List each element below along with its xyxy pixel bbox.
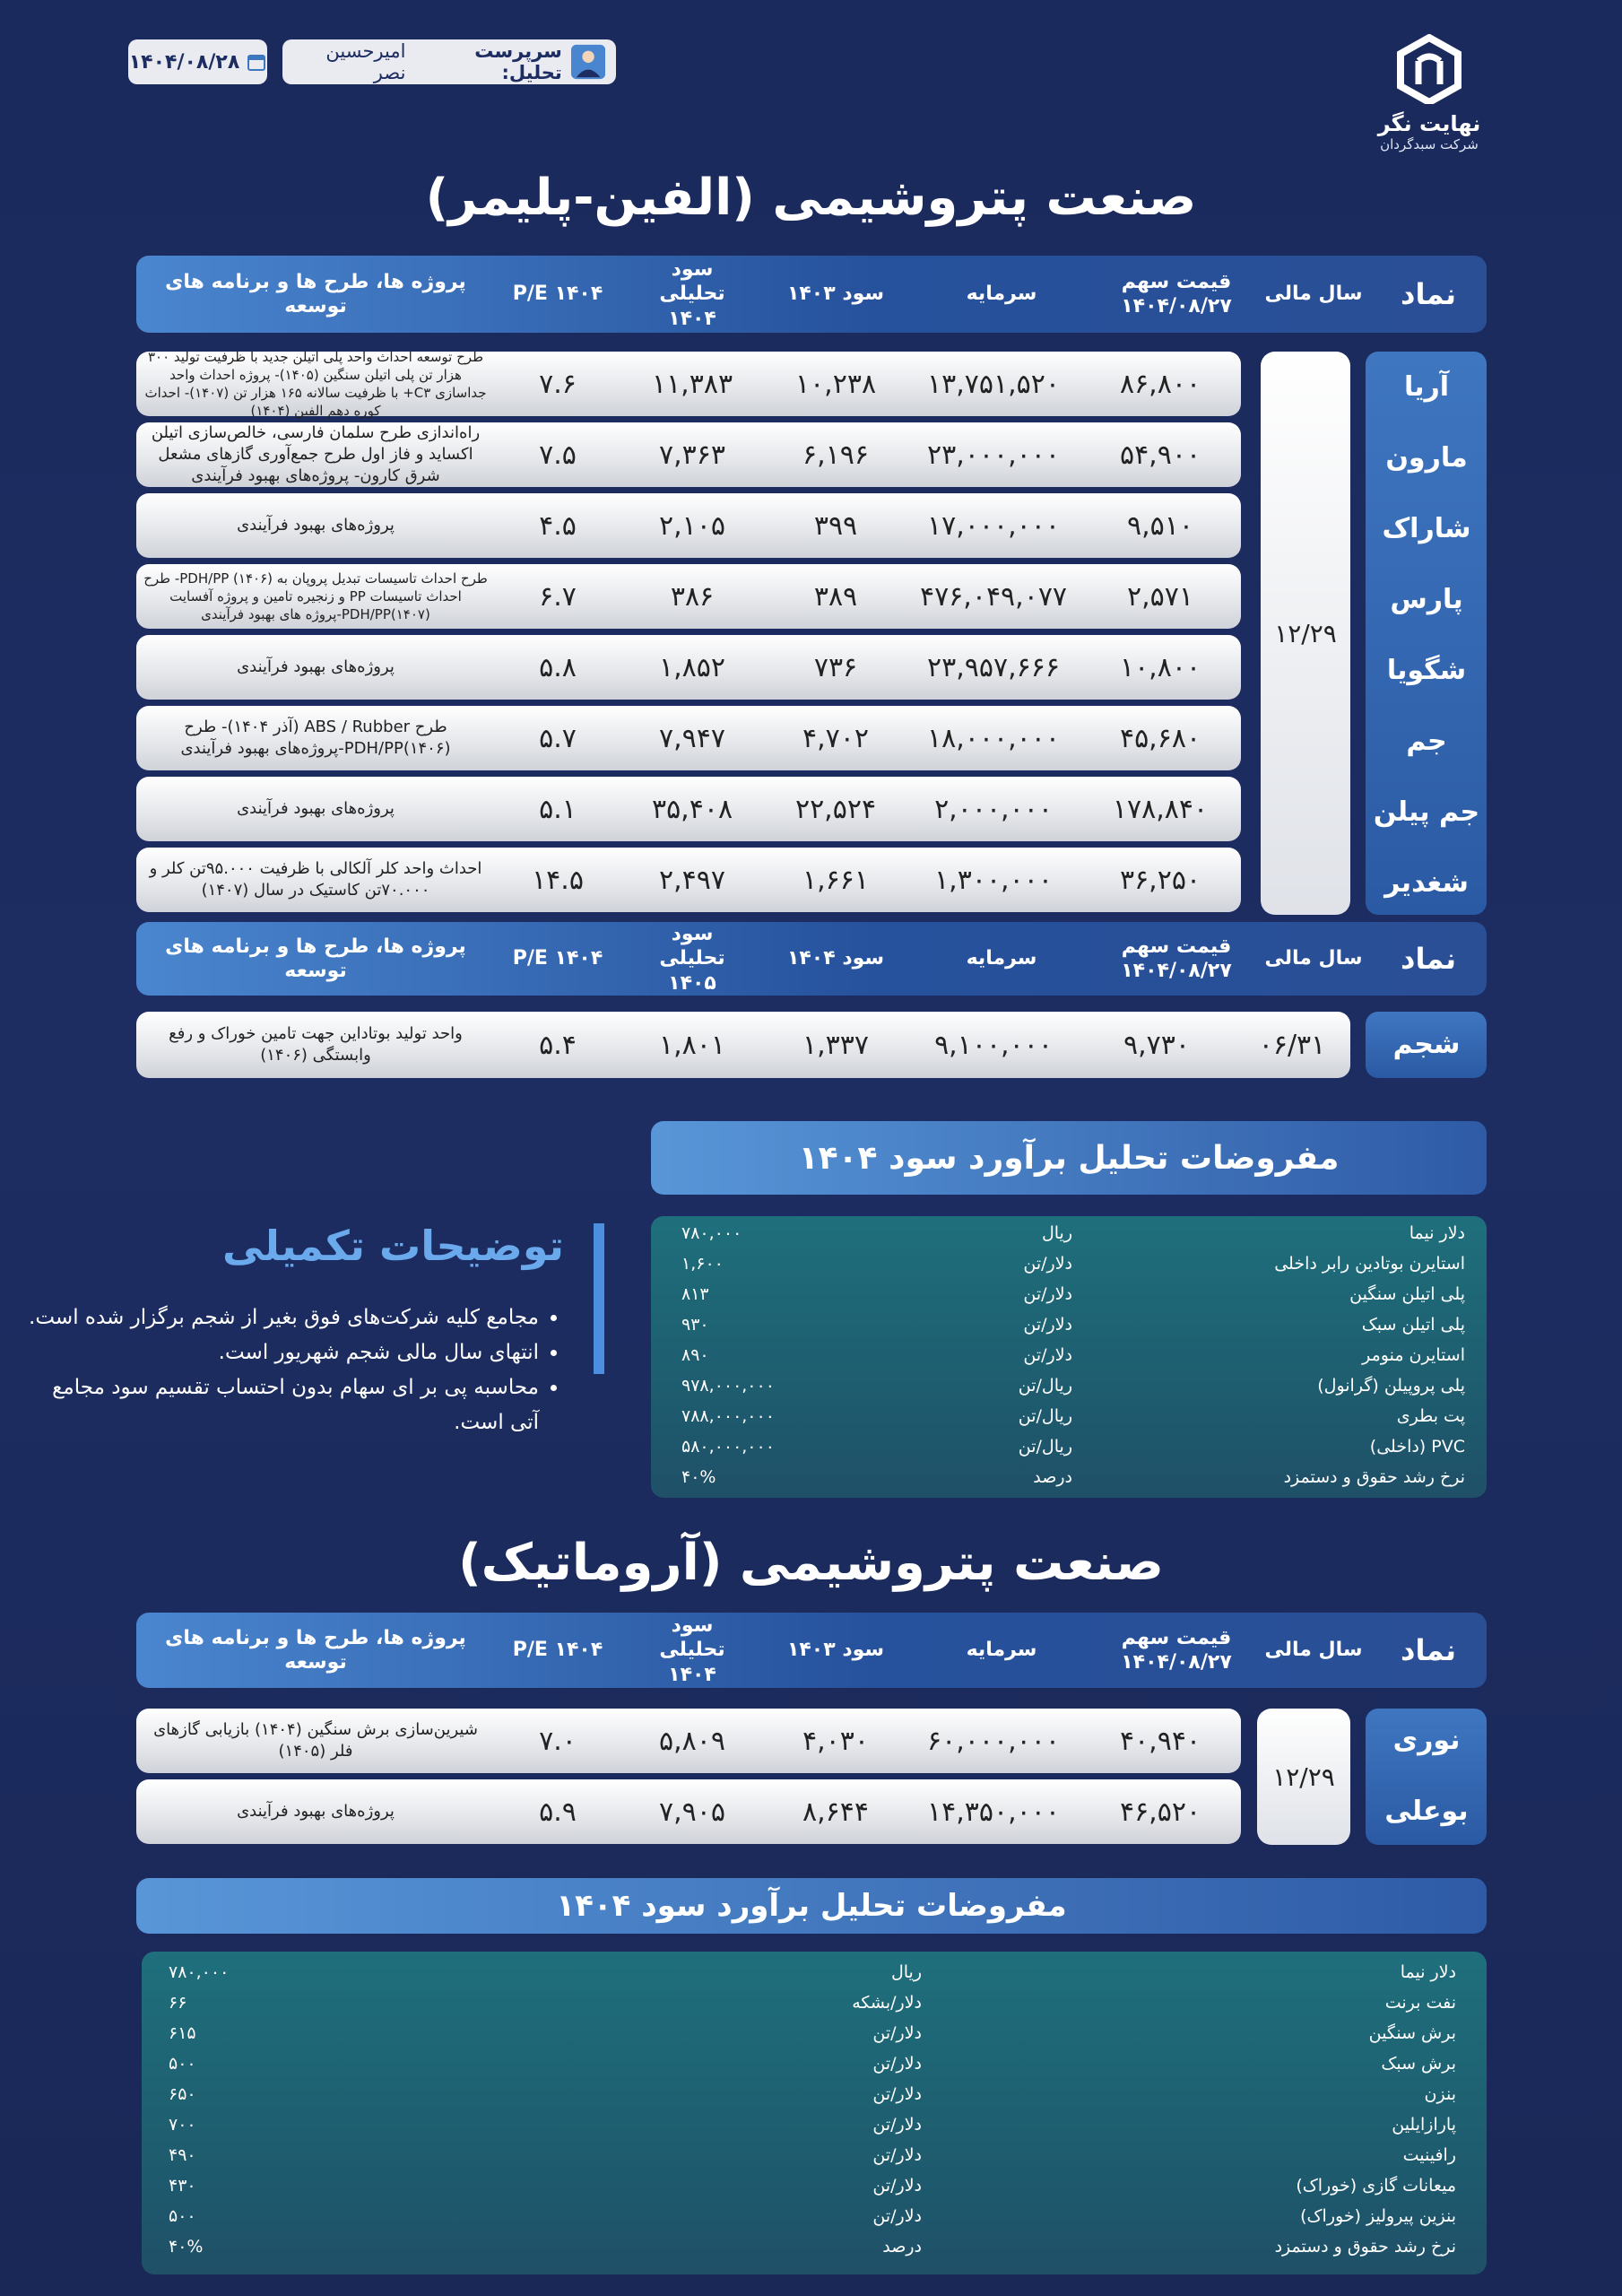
assumption-unit: ریال: [1041, 1223, 1072, 1243]
section2-title: صنعت پتروشیمی (آروماتیک): [458, 1534, 1164, 1592]
assumption-value: ۷۸۰,۰۰۰: [169, 1962, 230, 1982]
table-row: [136, 1012, 1350, 1078]
assumption-name: پارازایلین: [1392, 2115, 1456, 2135]
header-price: قیمت سهم ۱۴۰۴/۰۸/۲۷: [1121, 935, 1232, 982]
assumption-unit: دلار/بشکه: [852, 1993, 922, 2013]
brand-mark-icon: [1388, 34, 1470, 104]
cell-analytic: ۷,۹۰۵: [659, 1796, 725, 1828]
cell-price: ۴۵,۶۸۰: [1119, 722, 1201, 754]
assumption-name: پت بطری: [1396, 1406, 1465, 1426]
cell-price: ۱۰,۸۰۰: [1119, 651, 1201, 683]
assumption-value: ۱,۶۰۰: [681, 1254, 724, 1274]
list-item: [142, 2084, 1487, 2115]
symbol-shaghdir: شغدیر: [1384, 867, 1469, 899]
section2-fiscal-year: ۱۲/۲۹: [1257, 1709, 1350, 1845]
cell-capital: ۱۳,۷۵۱,۵۲۰: [927, 368, 1060, 400]
table-row: [136, 348, 1241, 420]
assumption-name: دلار نیما: [1409, 1223, 1465, 1243]
cell-analytic: ۳۵,۴۰۸: [651, 793, 733, 825]
header-fiscal: سال مالی: [1264, 947, 1363, 970]
table-row: [136, 564, 1241, 629]
symbol-shegoya: شگویا: [1386, 655, 1467, 686]
list-item: [142, 2023, 1487, 2054]
cell-price: ۳۶,۲۵۰: [1119, 864, 1201, 896]
assumption-name: بنزن: [1424, 2084, 1456, 2104]
assumption-unit: ریال: [890, 1962, 922, 1982]
assumption-unit: ریال/تن: [1018, 1376, 1072, 1396]
list-item: [651, 1284, 1487, 1315]
assumption-name: پلی اتیلن سنگین: [1349, 1284, 1465, 1304]
cell-price: ۴۶,۵۲۰: [1119, 1796, 1201, 1828]
section1-fiscal-year: ۱۲/۲۹: [1261, 352, 1350, 915]
symbol-shajam: شجم: [1392, 1029, 1461, 1060]
header-symbol: نماد: [1401, 1633, 1456, 1667]
assumption-value: ۶۵۰: [169, 2084, 196, 2104]
list-item: [651, 1254, 1487, 1284]
table-row: [136, 848, 1241, 912]
cell-analytic: ۷,۹۴۷: [659, 722, 725, 754]
header-analytic: سود تحلیلی ۱۴۰۵: [659, 922, 725, 995]
assumption-name: نفت برنت: [1384, 1993, 1456, 2013]
cell-capital: ۱,۳۰۰,۰۰۰: [934, 864, 1053, 896]
assumption-name: استایرن منومر: [1362, 1345, 1465, 1365]
symbol-bouali: بوعلی: [1384, 1796, 1469, 1827]
assumption-value: ۶۶: [169, 1993, 187, 2013]
assumption-unit: ریال/تن: [1018, 1406, 1072, 1426]
assumption-value: ۴۹۰: [169, 2145, 196, 2165]
cell-pe: ۷.۶: [539, 368, 577, 400]
table-row: [136, 422, 1241, 487]
list-item: [651, 1467, 1487, 1498]
notes-list: [24, 1300, 562, 1440]
cell-analytic: ۳۸۶: [670, 580, 715, 613]
cell-pe: ۷.۰: [539, 1725, 577, 1757]
assumption-name: نرخ رشد حقوق و دستمزد: [1283, 1467, 1465, 1487]
list-item: [651, 1345, 1487, 1376]
header-profit: سود ۱۴۰۳: [786, 1639, 885, 1662]
assumption-unit: دلار/تن: [872, 2084, 922, 2104]
header-profit: سود ۱۴۰۳: [786, 283, 885, 306]
assumption-unit: دلار/تن: [1023, 1284, 1072, 1304]
header-pe: P/E ۱۴۰۴: [512, 1639, 603, 1662]
header-analytic: سود تحلیلی ۱۴۰۴: [659, 1613, 725, 1686]
header-price: قیمت سهم ۱۴۰۴/۰۸/۲۷: [1121, 270, 1232, 317]
symbol-arya: آریا: [1403, 371, 1450, 403]
assumption-value: ۸۹۰: [681, 1345, 709, 1365]
list-item: [142, 1993, 1487, 2023]
brand-name: نهایت نگر: [1377, 111, 1481, 136]
assumptions2-title: مفروضات تحلیل برآورد سود ۱۴۰۴: [136, 1878, 1487, 1934]
header-capital: سرمایه: [966, 283, 1037, 306]
assumption-value: ۹۳۰: [681, 1315, 709, 1335]
section1-header: [136, 256, 1487, 333]
analyst-label: سرپرست تحلیل:: [474, 40, 562, 83]
header-capital: سرمایه: [966, 1639, 1037, 1662]
list-item: [142, 1962, 1487, 1993]
assumption-name: میعانات گازی (خوراک): [1296, 2176, 1456, 2196]
table-row: [136, 493, 1241, 558]
table-row: [136, 635, 1241, 700]
assumption-name: بنزین پیرولیز (خوراک): [1300, 2206, 1456, 2226]
assumption-unit: دلار/تن: [872, 2176, 922, 2196]
table-row: [136, 706, 1241, 770]
symbol-jam: جم: [1406, 726, 1447, 757]
cell-pe: ۵.۸: [539, 651, 577, 683]
table-row: [136, 777, 1241, 841]
cell-projects: پروژه‌های بهبود فرآیندی: [237, 1801, 395, 1821]
cell-pe: ۷.۵: [539, 439, 577, 471]
assumption-name: برش سبک: [1381, 2054, 1456, 2074]
assumption-name: رافینیت: [1402, 2145, 1456, 2165]
assumption-name: PVC (داخلی): [1369, 1437, 1465, 1457]
cell-projects: طرح احداث تاسیسات تبدیل پروپان به PDH/PP (۱۴۰۶)- طرح احداث تاسیسات PP و زنجیره تامین و پروژه آفسایت PDH/PP(۱۴۰۷)-پروژه های بهبود فرآیندی: [143, 570, 488, 623]
cell-projects: طرح ABS / Rubber (آذر ۱۴۰۴)- طرح PDH/PP(۱۴۰۶)-پروژه‌های بهبود فرآیندی: [180, 717, 451, 758]
cell-projects: پروژه‌های بهبود فرآیندی: [237, 515, 395, 535]
cell-fiscal: ۰۶/۳۱: [1258, 1029, 1326, 1061]
cell-pe: ۴.۵: [539, 509, 577, 542]
cell-capital: ۶۰,۰۰۰,۰۰۰: [927, 1725, 1060, 1757]
section1b-header: [136, 922, 1487, 996]
cell-pe: ۵.۴: [539, 1029, 577, 1061]
list-item: [142, 2054, 1487, 2084]
header-projects: پروژه ها، طرح ها و برنامه های توسعه: [165, 935, 466, 982]
cell-capital: ۴۷۶,۰۴۹,۰۷۷: [919, 580, 1068, 613]
assumption-name: پلی اتیلن سبک: [1361, 1315, 1465, 1335]
assumption-unit: دلار/تن: [872, 2054, 922, 2074]
cell-capital: ۱۷,۰۰۰,۰۰۰: [927, 509, 1060, 542]
list-item: [142, 2115, 1487, 2145]
note-item: • محاسبه پی بر ای سهام بدون احتساب تقسیم سود مجامع آتی است.: [24, 1370, 539, 1440]
cell-price: ۲,۵۷۱: [1127, 580, 1193, 613]
cell-profit: ۱۰,۲۳۸: [794, 368, 877, 400]
symbol-pars: پارس: [1390, 584, 1463, 615]
cell-analytic: ۷,۳۶۳: [659, 439, 725, 471]
assumption-value: ۴۳۰: [169, 2176, 196, 2196]
cell-capital: ۲۳,۹۵۷,۶۶۶: [927, 651, 1060, 683]
header-capital: سرمایه: [966, 947, 1037, 970]
assumption-unit: دلار/تن: [872, 2206, 922, 2226]
assumption-value: ۵۰۰: [169, 2054, 196, 2074]
assumption-unit: درصد: [882, 2237, 922, 2257]
cell-profit: ۱,۶۶۱: [802, 864, 869, 896]
header-pe: P/E ۱۴۰۴: [512, 283, 603, 306]
cell-price: ۴۰,۹۴۰: [1119, 1725, 1201, 1757]
assumptions1-table: [651, 1216, 1487, 1498]
list-item: [142, 2206, 1487, 2237]
cell-profit: ۶,۱۹۶: [802, 439, 869, 471]
date-text: ۱۴۰۴/۰۸/۲۸: [128, 50, 240, 74]
assumption-value: ۸۱۳: [681, 1284, 709, 1304]
assumption-unit: دلار/تن: [872, 2145, 922, 2165]
cell-price: ۹,۷۳۰: [1123, 1029, 1190, 1061]
user-avatar-icon: [571, 44, 605, 80]
table-row: [136, 1709, 1241, 1773]
cell-capital: ۱۴,۳۵۰,۰۰۰: [927, 1796, 1060, 1828]
assumption-unit: دلار/تن: [1023, 1345, 1072, 1365]
symbol-maroon: مارون: [1385, 442, 1468, 474]
cell-projects: شیرین‌سازی برش سنگین (۱۴۰۴) بازیابی گازهای فلر (۱۴۰۵): [153, 1719, 478, 1761]
header-projects: پروژه ها، طرح ها و برنامه های توسعه: [165, 270, 466, 317]
list-item: [142, 2237, 1487, 2267]
notes-title: توضیحات تکمیلی: [222, 1222, 564, 1270]
cell-analytic: ۱,۸۰۱: [659, 1029, 725, 1061]
cell-profit: ۷۳۶: [813, 651, 858, 683]
cell-profit: ۸,۶۴۴: [802, 1796, 869, 1828]
symbol-jam-pilen: جم پیلن: [1373, 796, 1480, 828]
cell-capital: ۲,۰۰۰,۰۰۰: [934, 793, 1053, 825]
assumptions1-title: مفروضات تحلیل برآورد سود ۱۴۰۴: [651, 1121, 1487, 1195]
header-fiscal: سال مالی: [1264, 1639, 1363, 1662]
assumption-value: ۵۸۰,۰۰۰,۰۰۰: [681, 1437, 775, 1457]
cell-pe: ۵.۱: [539, 793, 577, 825]
list-item: [651, 1376, 1487, 1406]
symbol-nouri: نوری: [1392, 1725, 1461, 1756]
brand-logo: [1371, 34, 1488, 152]
header-projects: پروژه ها، طرح ها و برنامه های توسعه: [165, 1626, 466, 1674]
cell-analytic: ۱۱,۳۸۳: [651, 368, 733, 400]
header-pe: P/E ۱۴۰۴: [512, 947, 603, 970]
assumption-unit: دلار/تن: [872, 2115, 922, 2135]
cell-analytic: ۲,۱۰۵: [659, 509, 725, 542]
header-fiscal: سال مالی: [1264, 283, 1363, 306]
cell-projects: راه‌اندازی طرح سلمان فارسی، خالص‌سازی اتیلن اکساید و فاز اول طرح جمع‌آوری گازهای مشعل شرق کارون- پروژه‌های بهبود فرآیندی: [151, 422, 481, 486]
cell-profit: ۳۸۹: [813, 580, 858, 613]
cell-projects: پروژه‌های بهبود فرآیندی: [237, 657, 395, 676]
assumption-value: ۴۰%: [169, 2237, 204, 2257]
assumption-unit: دلار/تن: [1023, 1315, 1072, 1335]
header-symbol: نماد: [1401, 277, 1456, 311]
assumption-name: پلی پروپیلن (گرانول): [1317, 1376, 1465, 1396]
assumption-value: ۷۸۸,۰۰۰,۰۰۰: [681, 1406, 775, 1426]
cell-pe: ۶.۷: [539, 580, 577, 613]
assumption-value: ۹۷۸,۰۰۰,۰۰۰: [681, 1376, 775, 1396]
assumption-name: نرخ رشد حقوق و دستمزد: [1274, 2237, 1456, 2257]
cell-capital: ۹,۱۰۰,۰۰۰: [934, 1029, 1053, 1061]
list-item: [651, 1315, 1487, 1345]
assumptions2-table: [142, 1952, 1487, 2274]
cell-profit: ۱,۳۳۷: [802, 1029, 869, 1061]
header-profit: سود ۱۴۰۴: [786, 947, 885, 970]
assumption-unit: درصد: [1033, 1467, 1072, 1487]
cell-price: ۹,۵۱۰: [1127, 509, 1193, 542]
cell-projects: واحد تولید بوتاداین جهت تامین خوراک و رفع وابستگی (۱۴۰۶): [169, 1023, 463, 1065]
cell-analytic: ۵,۸۰۹: [659, 1725, 725, 1757]
header-analytic: سود تحلیلی ۱۴۰۴: [659, 257, 725, 330]
header-price: قیمت سهم ۱۴۰۴/۰۸/۲۷: [1121, 1626, 1232, 1674]
cell-price: ۵۴,۹۰۰: [1119, 439, 1201, 471]
assumption-value: ۶۱۵: [169, 2023, 196, 2043]
section2-header: [136, 1613, 1487, 1688]
assumption-name: برش سنگین: [1368, 2023, 1456, 2043]
assumption-value: ۷۸۰,۰۰۰: [681, 1223, 742, 1243]
note-item: • انتهای سال مالی شجم شهریور است.: [24, 1335, 539, 1370]
symbol-sharak: شاراک: [1382, 513, 1471, 544]
cell-price: ۸۶,۸۰۰: [1119, 368, 1201, 400]
cell-projects: احداث واحد کلر آلکالی با ظرفیت ۹۵.۰۰۰تن کلر و ۷۰.۰۰۰تن کاستیک در سال (۱۴۰۷): [149, 858, 482, 900]
cell-capital: ۲۳,۰۰۰,۰۰۰: [927, 439, 1060, 471]
analyst-name: امیرحسین نصر: [325, 40, 406, 83]
list-item: [651, 1437, 1487, 1467]
assumption-value: ۷۰۰: [169, 2115, 196, 2135]
assumption-unit: دلار/تن: [1023, 1254, 1072, 1274]
cell-profit: ۳۹۹: [813, 509, 858, 542]
assumption-unit: دلار/تن: [872, 2023, 922, 2043]
cell-capital: ۱۸,۰۰۰,۰۰۰: [927, 722, 1060, 754]
brand-subtitle: شرکت سبدگردان: [1380, 136, 1479, 152]
cell-price: ۱۷۸,۸۴۰: [1112, 793, 1209, 825]
report-date: [128, 39, 267, 84]
calendar-icon: [247, 52, 266, 72]
assumption-value: ۵۰۰: [169, 2206, 196, 2226]
cell-projects: طرح توسعه احداث واحد پلی اتیلن جدید با ظرفیت تولید ۳۰۰ هزار تن پلی اتیلن سنگین (۱۴۰۵)- پروژه احداث واحد جداسازی C۳+ با ظرفیت سالانه ۱۶۵ هزار تن (۱۴۰۷)- احداث کوره دهم الفین (۱۴۰۴): [144, 348, 487, 420]
assumption-name: استایرن بوتادین رابر داخلی: [1274, 1254, 1465, 1274]
assumption-name: دلار نیما: [1400, 1962, 1456, 1982]
list-item: [651, 1406, 1487, 1437]
cell-profit: ۴,۰۳۰: [802, 1725, 869, 1757]
assumption-unit: ریال/تن: [1018, 1437, 1072, 1457]
cell-projects: پروژه‌های بهبود فرآیندی: [237, 798, 395, 818]
cell-profit: ۴,۷۰۲: [802, 722, 869, 754]
list-item: [142, 2176, 1487, 2206]
list-item: [142, 2145, 1487, 2176]
table-row: [136, 1779, 1241, 1844]
cell-pe: ۱۴.۵: [532, 864, 584, 896]
note-item: • مجامع کلیه شرکت‌های فوق بغیر از شجم برگزار شده است.: [24, 1300, 539, 1335]
cell-pe: ۵.۷: [539, 722, 577, 754]
assumption-value: ۴۰%: [681, 1467, 716, 1487]
section1-title: صنعت پتروشیمی (الفین-پلیمر): [425, 169, 1197, 227]
cell-analytic: ۱,۸۵۲: [659, 651, 725, 683]
list-item: [651, 1223, 1487, 1254]
notes-divider: [594, 1223, 604, 1374]
header-symbol: نماد: [1401, 942, 1456, 976]
cell-profit: ۲۲,۵۲۴: [794, 793, 877, 825]
analyst-badge: [282, 39, 616, 84]
cell-pe: ۵.۹: [539, 1796, 577, 1828]
cell-analytic: ۲,۴۹۷: [659, 864, 725, 896]
